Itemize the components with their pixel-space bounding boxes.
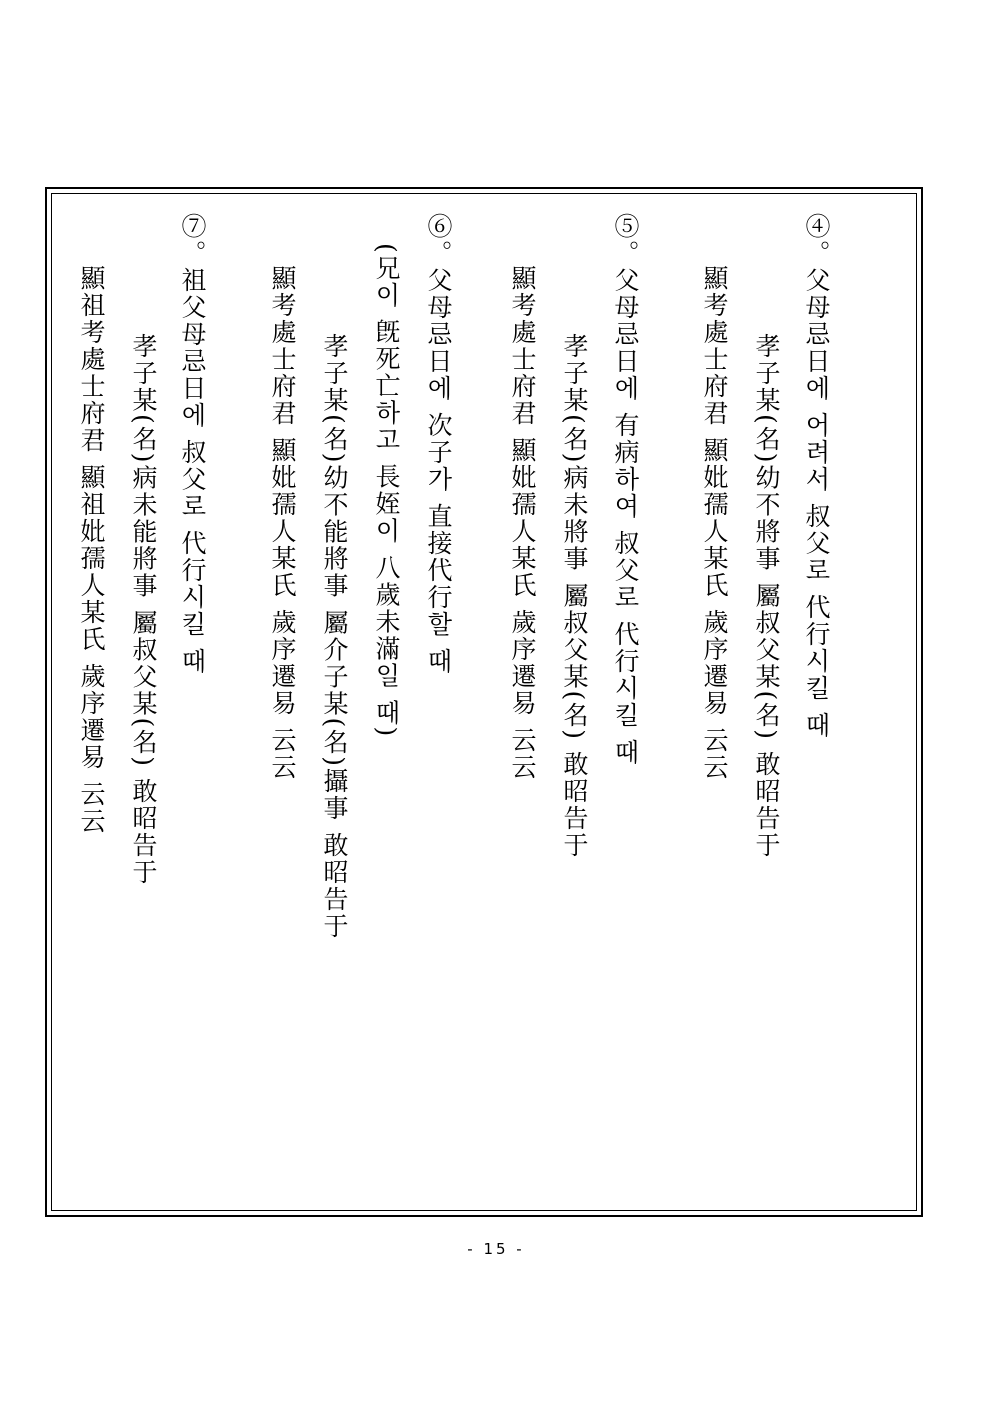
text-column-13: 顯祖考處士府君 顯祖妣孺人某氏 歲序遷易 云云 [77, 265, 106, 835]
text-column-5: 孝子某(名)病未將事 屬叔父某(名) 敢昭告于 [560, 333, 589, 859]
document-frame [45, 187, 923, 1217]
text-column-6: 顯考處士府君 顯妣孺人某氏 歲序遷易 云云 [508, 265, 537, 781]
text-column-1: ④。父母忌日에 어려서 叔父로 代行시킬 때 [802, 213, 831, 739]
page-number: - 15 - [467, 1240, 525, 1258]
text-column-2: 孝子某(名)幼不將事 屬叔父某(名) 敢昭告于 [752, 333, 781, 859]
text-column-8: (兄이 旣死亡하고 長姪이 八歲未滿일 때) [372, 243, 401, 739]
text-column-9: 孝子某(名)幼不能將事 屬介子某(名)攝事 敢昭告于 [320, 333, 349, 940]
text-column-10: 顯考處士府君 顯妣孺人某氏 歲序遷易 云云 [268, 265, 297, 781]
text-column-4: ⑤。父母忌日에 有病하여 叔父로 代行시킬 때 [611, 213, 640, 766]
text-column-12: 孝子某(名)病未能將事 屬叔父某(名) 敢昭告于 [129, 333, 158, 886]
text-column-3: 顯考處士府君 顯妣孺人某氏 歲序遷易 云云 [700, 265, 729, 781]
text-column-7: ⑥。父母忌日에 次子가 直接代行할 때 [424, 213, 453, 675]
text-column-11: ⑦。祖父母忌日에 叔父로 代行시킬 때 [178, 213, 207, 675]
